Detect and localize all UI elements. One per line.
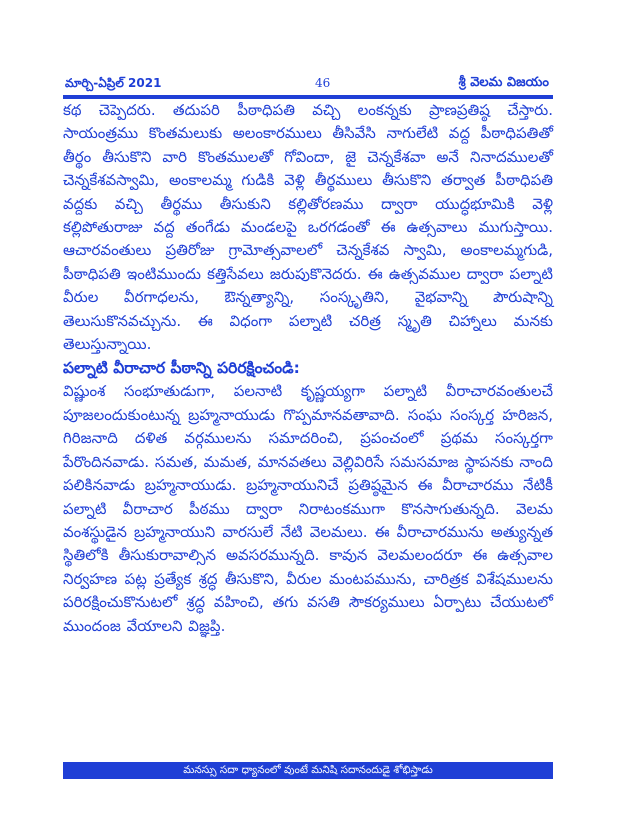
footer-quote: మనస్సు సదా ధ్యానంలో వుంటే మనిషి సదానందుడై శోభిస్తాడు bbox=[183, 764, 433, 776]
page-number: 46 bbox=[315, 76, 331, 90]
page-header bbox=[63, 75, 553, 99]
magazine-title: శ్రీ వెలమ విజయం bbox=[458, 75, 549, 90]
article-paragraph: విష్ణుంశ సంభూతుడుగా, పలనాటి కృష్ణయ్యగా పల్నాటి వీరాచారవంతులచే పూజలందుకుంటున్న బ్రహ్మనాయుడు గొప్పమానవతావాది. సంఘ సంస్కర్త హరిజన, గిరిజనాది దళిత వర్గములను సమాదరించి, ప్రపంచంలో ప్రథమ సంస్కర్తగా పేరొందినవాడు. సమత, మమత, మానవతలు వెల్లివిరిసే సమసమాజ స్థాపనకు నాంది పలికినవాడు బ్రహ్మనాయుడు. బ్రహ్మనాయునిచే ప్రతిష్ఠమైన ఈ వీరాచారము నేటికీ పల్నాటి వీరాచార పీఠము ద్వారా నిరాటంకముగా కొనసాగుతున్నది. వెలమ వంశస్థుడైన బ్రహ్మనాయుని వారసులే నేటి వెలమలు. ఈ వీరాచారమును అత్యున్నత స్థితిలోకి తీసుకురావాల్సిన అవసరమున్నది. కావున వెలమలందరూ ఈ ఉత్సవాల నిర్వహణ పట్ల ప్రత్యేక శ్రద్ధ తీసుకొని, వీరుల మంటపమును, చారిత్రక విశేషములను పరిరక్షించుకొనుటలో శ్రద్ధ వహించి, తగు వసతి సౌకర్యములు ఏర్పాటు చేయుటలో ముందంజ వేయాలని విజ్ఞప్తి. bbox=[63, 382, 553, 635]
article-body bbox=[63, 99, 553, 759]
page-footer bbox=[63, 762, 553, 779]
issue-date: మార్చి-ఏప్రిల్ 2021 bbox=[65, 76, 162, 90]
section-heading: పల్నాటి వీరాచార పీఠాన్ని పరిరక్షించండి: bbox=[63, 359, 300, 378]
article-paragraph: కథ చెప్పెదరు. తదుపరి పీఠాధిపతి వచ్చి లంకన్నకు ప్రాణప్రతిష్ఠ చేస్తారు. సాయంత్రము కొంతమలుకు అలంకారములు తీసివేసి నాగులేటి వద్ద పీఠాధిపతితో తీర్థం తీసుకొని వారి కొంతములతో గోవిందా, జై చెన్నకేశవా అనే నినాదములతో చెన్నకేశవస్వామి, అంకాలమ్మ గుడికి వెళ్లి తీర్థములు తీసుకొని తర్వాత పీఠాధిపతి వద్దకు వచ్చి తీర్థము తీసుకుని కల్లితోరణము ద్వారా యుద్ధభూమికి వెళ్లి కల్లిపోతురాజు వద్ద తంగేడు మండలపై ఒరగడంతో ఈ ఉత్సవాలు ముగుస్తాయి. ఆచారవంతులు ప్రతిరోజు గ్రామోత్సవాలలో చెన్నకేశవ స్వామి, అంకాలమ్మగుడి, పీఠాధిపతి ఇంటిముందు కత్తిసేవలు జరుపుకొనెదరు. ఈ ఉత్సవముల ద్వారా పల్నాటి వీరుల వీరగాధలను, ఔన్నత్యాన్ని, సంస్కృతిని, వైభవాన్ని పౌరుషాన్ని తెలుసుకొనవచ్చును. ఈ విధంగా పల్నాటి చరిత్ర స్మృతి చిహ్నాలు మనకు తెలుస్తున్నాయి. bbox=[63, 101, 553, 354]
